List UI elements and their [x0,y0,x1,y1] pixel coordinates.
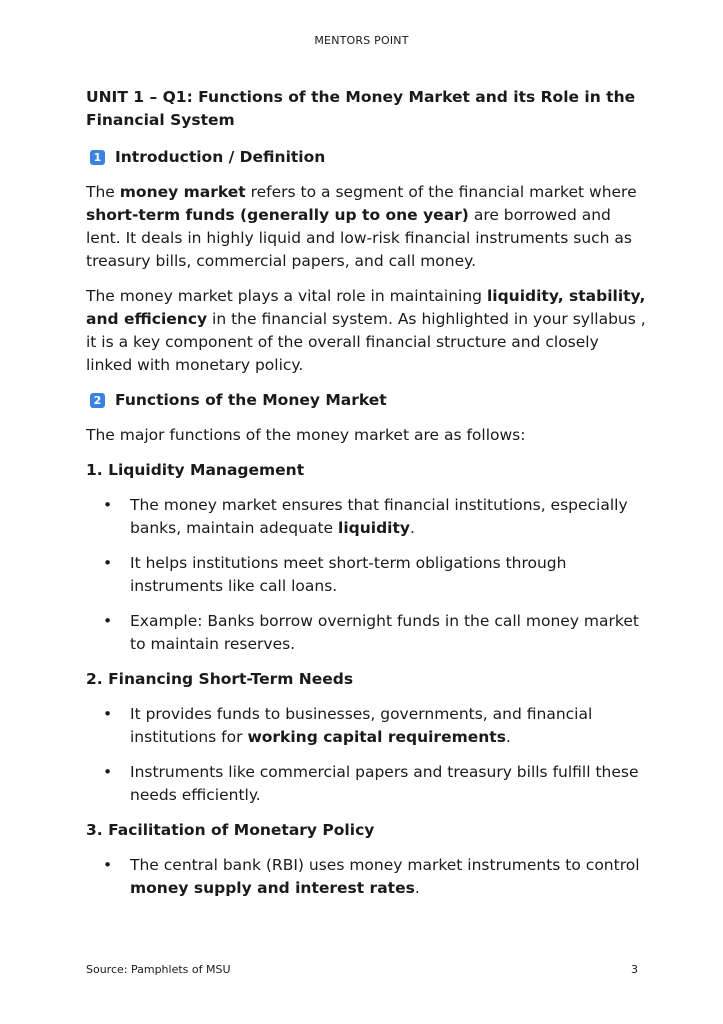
section-heading-intro [86,146,646,169]
number-one-icon: 1 [90,150,105,165]
document-body [86,86,646,912]
function-heading-monetary: 3. Facilitation of Monetary Policy [86,821,375,839]
function-heading-financing: 2. Financing Short-Term Needs [86,670,354,688]
page-header: MENTORS POINT [314,34,409,47]
bullet-icon: • [103,705,113,723]
bullet-icon: • [103,496,113,514]
function-heading-liquidity: 1. Liquidity Management [86,461,305,479]
bullet-list [86,854,646,900]
intro-paragraph-1: The money market refers to a segment of the financial market where short-term funds (generally up to one year) are borrowed and lent. It deals in highly liquid and low-risk financial instruments such as treasury bills, commercial papers, and call money. [86,183,637,270]
bullet-list [86,703,646,807]
list-item: • The central bank (RBI) uses money market instruments to control money supply and interest rates. [103,856,640,897]
bullet-icon: • [103,856,113,874]
section-title: Introduction / Definition [115,148,326,166]
bullet-icon: • [103,612,113,630]
bullet-icon: • [103,554,113,572]
list-item: • Example: Banks borrow overnight funds in the call money market to maintain reserves. [103,612,639,653]
list-item: • It provides funds to businesses, governments, and financial institutions for working capital requirements. [103,705,593,746]
footer-source: Source: Pamphlets of MSU [86,963,231,976]
functions-intro: The major functions of the money market are as follows: [86,426,526,444]
page-title: UNIT 1 – Q1: Functions of the Money Market and its Role in the Financial System [86,88,636,129]
bullet-list [86,494,646,656]
page-number: 3 [631,963,638,976]
list-item: • The money market ensures that financial institutions, especially banks, maintain adequate liquidity. [103,496,628,537]
page-footer [86,963,638,976]
bullet-icon: • [103,763,113,781]
intro-paragraph-2: The money market plays a vital role in maintaining liquidity, stability, and efficiency in the financial system. As highlighted in your syllabus , it is a key component of the overall financial structure and closely linked with monetary policy. [86,287,646,374]
list-item: • Instruments like commercial papers and treasury bills fulfill these needs efficiently. [103,763,639,804]
number-two-icon: 2 [90,393,105,408]
section-heading-functions [86,389,646,412]
list-item: • It helps institutions meet short-term obligations through instruments like call loans. [103,554,567,595]
section-title: Functions of the Money Market [115,391,387,409]
